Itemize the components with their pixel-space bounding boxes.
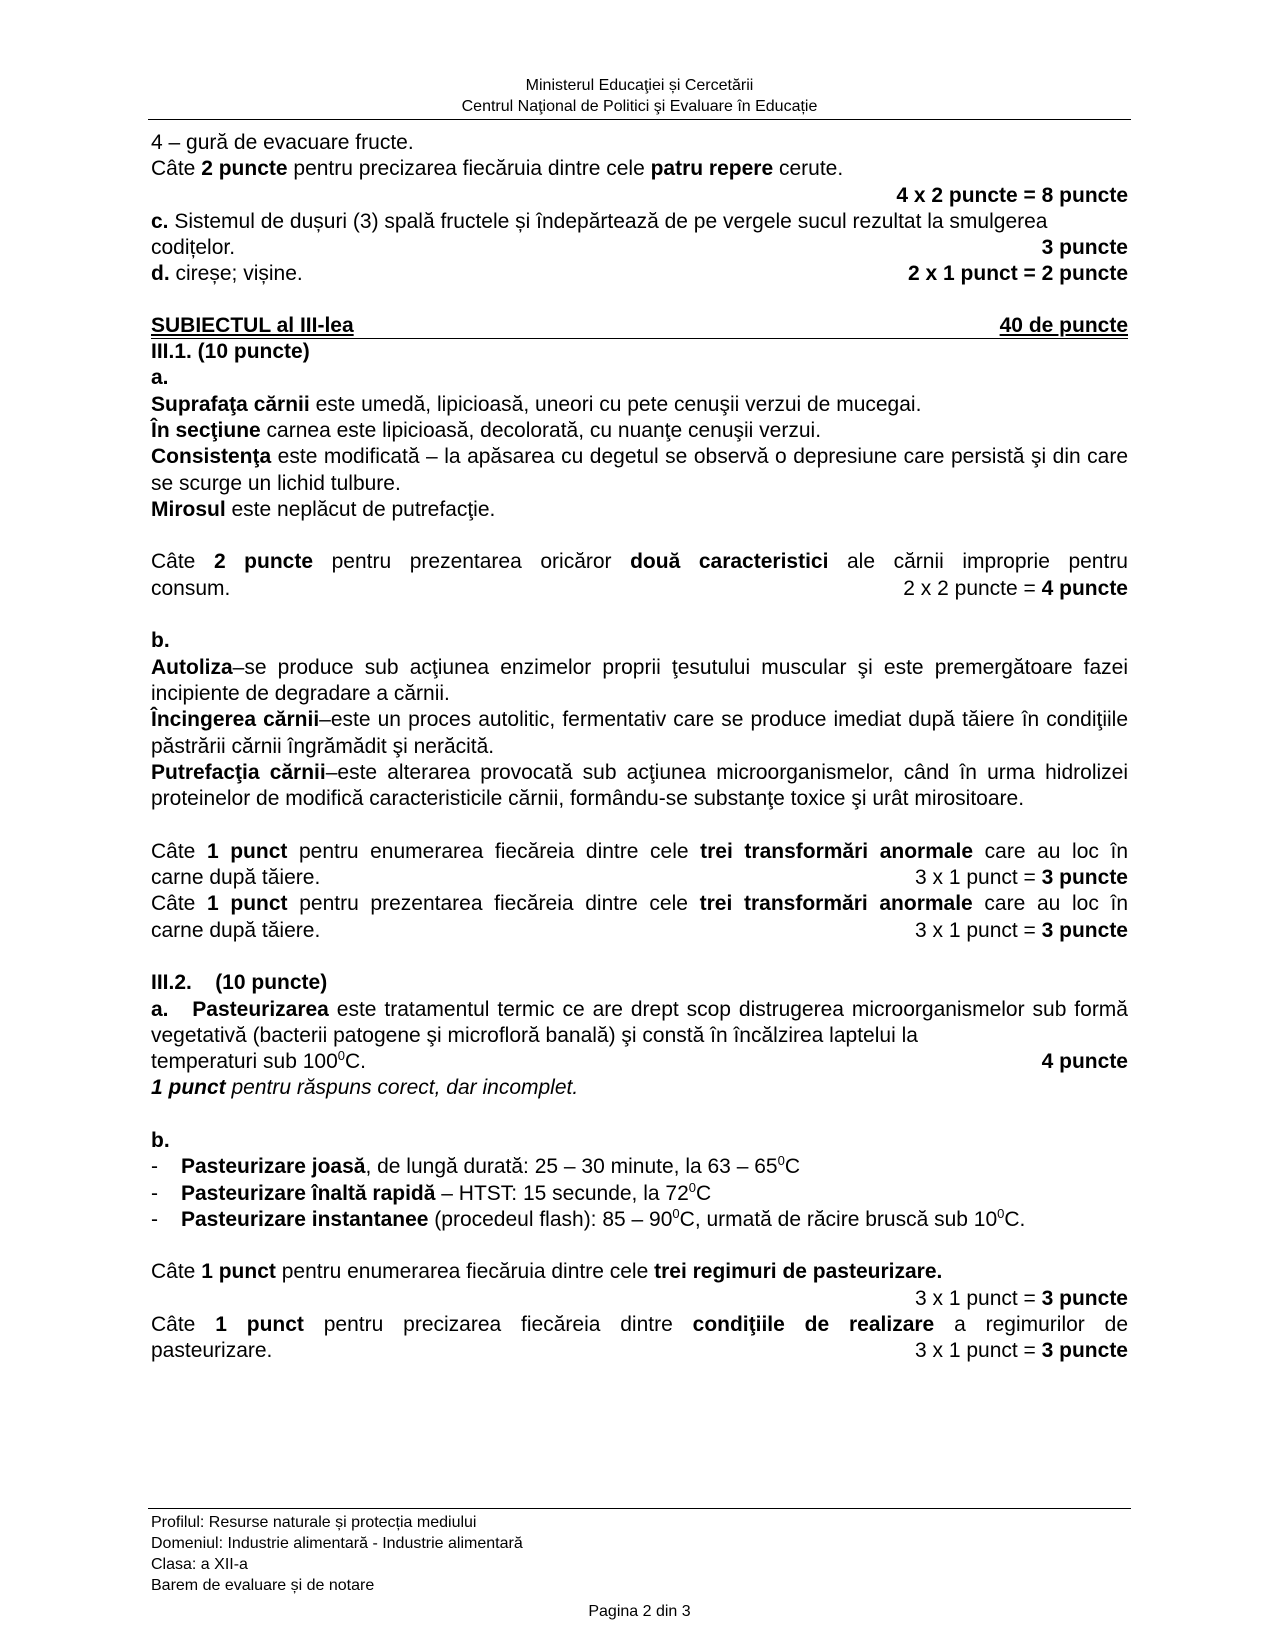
meat-putrefaction: Putrefacţia cărnii–este alterarea provocată sub acţiunea microorganismelor, când în urma hidrolizei proteinelor de modifică caracteristicile cărnii, formându-se substanţe toxice şi urât mirositoare. [151,760,1128,811]
answer-c: c. Sistemul de dușuri (3) spală fructele și îndepărtează de pe vergele sucul rezultat la smulgerea [151,209,1048,233]
answer-d: d. cireșe; vișine. 2 x 1 punct = 2 puncte [151,262,1128,286]
points-note-a: Câte 2 puncte pentru prezentarea oricăror două caracteristici ale cărnii improprie pentru [151,550,1128,574]
score-b1: carne după tăiere. 3 x 1 punct = 3 puncte [151,866,1128,890]
score-b2: carne după tăiere. 3 x 1 punct = 3 puncte [151,918,1128,942]
answer-c-cont: codițelor. 3 puncte [151,236,1128,260]
pasteurization-definition: a. Pasteurizarea este tratamentul termic ce are drept scop distrugerea microorganismelor sub formă vegetativă (bacterii patogene şi microfloră banală) şi constă în încălzirea laptelui la [151,997,1128,1047]
header-divider [148,119,1131,120]
meat-surface: Suprafaţa cărnii este umedă, lipicioasă, uneori cu pete cenuşii verzui de mucegai. [151,392,922,416]
regime-low: - Pasteurizare joasă, de lungă durată: 25 – 30 minute, la $63 - 65^0C$ [151,1153,800,1179]
footer-domain: Domeniul: Industrie alimentară - Industrie alimentară [151,1535,523,1552]
partial-answer-note: 1 punct pentru răspuns corect, dar incomplet. [151,1076,579,1100]
page-number: Pagina 2 din 3 [588,1603,691,1620]
document-body [151,130,1128,1365]
footer-profile: Profilul: Resurse naturale și protecția mediului [151,1514,477,1531]
score-line: 4 x 2 puncte = 8 puncte [896,183,1128,207]
autolysis: Autoliza–se produce sub acţiunea enzimelor proprii ţesutului muscular şi este premergătoare fazei incipiente de degradare a cărnii. [151,655,1128,705]
footer-doc-type: Barem de evaluare și de notare [151,1577,375,1594]
footer-class: Clasa: a XII-a [151,1556,248,1573]
iii2-b-label: b. [151,1128,170,1152]
header-ministry: Ministerul Educaţiei și Cercetării [525,77,754,94]
iii2-heading: III.2. (10 puncte) [151,971,328,995]
regime-high: - Pasteurizare înaltă rapidă – HTST: 15 secunde, la $72^0C$ [151,1179,712,1205]
pasteurization-temp: temperaturi sub $100^0C$. 4 puncte [151,1048,1128,1074]
points-note-b1: Câte 1 punct pentru enumerarea fiecăreia dintre cele trei transformări anormale care au loc în [151,839,1129,863]
meat-section: În secţiune carnea este lipicioasă, decolorată, cu nuanţe cenuşii verzui. [151,418,822,442]
points-note-regimes: Câte 1 punct pentru enumerarea fiecăruia dintre cele trei regimuri de pasteurizare. [151,1260,943,1284]
score-regimes: 3 x 1 punct = 3 puncte [914,1286,1128,1310]
iii1-a-label: a. [151,366,169,390]
points-note-reference: Câte 2 puncte pentru precizarea fiecăruia dintre cele patru repere cerute. [151,157,844,181]
points-note-conditions: Câte 1 punct pentru precizarea fiecăreia dintre condiţiile de realizare a regimurilor de [151,1313,1129,1337]
header-center: Centrul Naţional de Politici şi Evaluare în Educație [461,98,818,115]
meat-consistency: Consistenţa este modificată – la apăsarea cu degetul se observă o depresiune care persistă şi din care se scurge un lichid tulbure. [151,445,1128,495]
meat-smell: Mirosul este neplăcut de putrefacţie. [151,497,496,521]
score-a: consum. 2 x 2 puncte = 4 puncte [151,576,1128,600]
iii1-heading: III.1. (10 puncte) [151,340,310,364]
footer-divider [148,1508,1131,1509]
regime-instant: - Pasteurizare instantanee (procedeul flash): $85 - 90^0C$, urmată de răcire bruscă sub $10^0C$. [151,1205,1026,1231]
iii1-b-label: b. [151,629,170,653]
points-note-b2: Câte 1 punct pentru prezentarea fiecăreia dintre cele trei transformări anormale care au loc în [151,892,1129,916]
item-4: 4 – gură de evacuare fructe. [151,131,414,154]
meat-heating: Încingerea cărnii–este un proces autolitic, fermentativ care se produce imediat după tăiere în condiţiile păstrării cărnii îngrămădit şi nerăcită. [151,708,1129,758]
score-conditions: pasteurizare. 3 x 1 punct = 3 puncte [151,1339,1128,1363]
subject-title: SUBIECTUL al III-lea 40 de puncte [151,314,1128,338]
